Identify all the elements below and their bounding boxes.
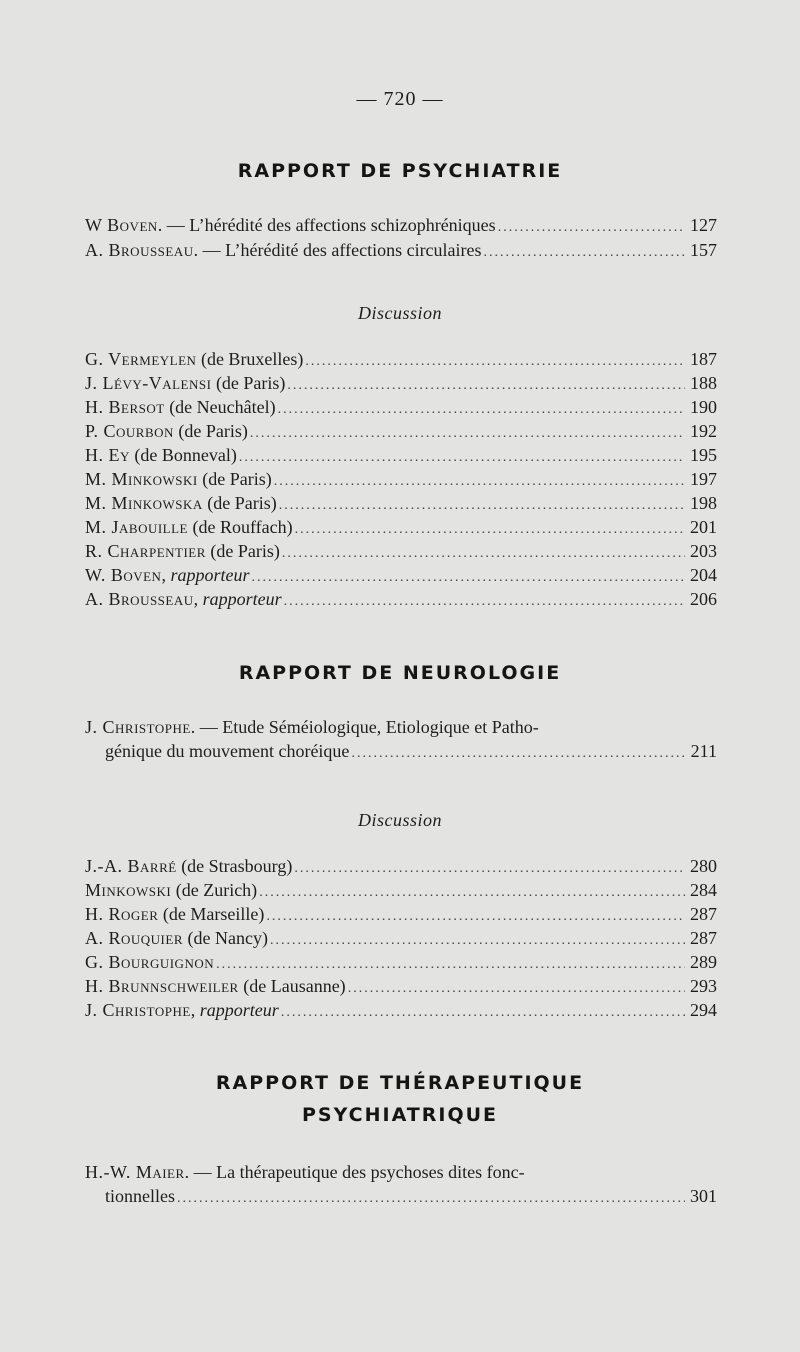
dot-leader	[251, 570, 685, 586]
discussant-name: H. Bersot	[85, 397, 165, 417]
page-reference: 187	[690, 349, 717, 369]
discussant-name: Minkowski	[85, 880, 172, 900]
dot-leader	[348, 981, 685, 997]
discussant-name: R. Charpentier	[85, 541, 206, 561]
dot-leader	[294, 861, 685, 877]
report-entry	[85, 215, 717, 239]
page-reference: 289	[690, 952, 717, 972]
discussant-separator: ,	[161, 565, 171, 585]
dot-leader	[259, 885, 685, 901]
page-reference: 190	[690, 397, 717, 417]
discussant-name: G. Vermeylen	[85, 349, 197, 369]
page-reference: 280	[690, 856, 717, 876]
discussant-city: (de Marseille)	[158, 904, 265, 924]
discussant-name: J.-A. Barré	[85, 856, 177, 876]
discussant-role: rapporteur	[199, 1000, 279, 1020]
discussant-name: J. Christophe	[85, 1000, 191, 1020]
dot-leader	[279, 498, 685, 514]
page-reference: 301	[690, 1186, 717, 1206]
discussant-city: (de Paris)	[197, 469, 272, 489]
discussant-name: H. Brunnschweiler	[85, 976, 239, 996]
discussant-name: W. Boven	[85, 565, 162, 585]
discussant-name: G. Bourguignon	[85, 952, 215, 972]
discussant-city: (de Paris)	[211, 373, 286, 393]
report-entry	[85, 240, 717, 264]
discussant-city: (de Zurich)	[171, 880, 258, 900]
report-entry-line2	[105, 741, 717, 765]
report-title-line1: . — La thérapeutique des psychoses dites fonc-	[184, 1162, 525, 1182]
report-title: . — L’hérédité des affections schizophréniques	[157, 215, 496, 235]
page-reference: 294	[690, 1000, 717, 1020]
page-reference: 293	[690, 976, 717, 996]
report-author: W Boven	[85, 215, 158, 235]
discussant-city: (de Strasbourg)	[176, 856, 293, 876]
page-reference: 197	[690, 469, 717, 489]
discussant-name: P. Courbon	[85, 421, 174, 441]
page-reference: 188	[690, 373, 717, 393]
discussant-name: M. Jabouille	[85, 517, 188, 537]
discussion-entry	[85, 880, 717, 904]
discussant-name: A. Brousseau	[85, 589, 194, 609]
discussion-entry	[85, 517, 717, 541]
discussion-entry	[85, 493, 717, 517]
dot-leader	[282, 546, 685, 562]
dot-leader	[281, 1005, 685, 1021]
discussion-entry	[85, 856, 717, 880]
page-reference: 204	[690, 565, 717, 585]
report-title: . — L’hérédité des affections circulaires	[193, 240, 482, 260]
discussant-city: (de Bonneval)	[129, 445, 237, 465]
page-reference: 287	[690, 928, 717, 948]
dot-leader	[266, 909, 685, 925]
discussant-name: H. Roger	[85, 904, 159, 924]
dot-leader	[484, 245, 685, 261]
discussant-city: (de Paris)	[205, 541, 280, 561]
dot-leader	[295, 522, 685, 538]
discussion-entry	[85, 421, 717, 445]
section-heading-therapeutique-line2: PSYCHIATRIQUE	[301, 1104, 499, 1126]
discussant-role: rapporteur	[170, 565, 250, 585]
report-entry-line1	[85, 717, 717, 738]
dot-leader	[498, 220, 685, 236]
discussant-name: M. Minkowska	[85, 493, 203, 513]
discussant-name: A. Rouquier	[85, 928, 183, 948]
discussant-name: M. Minkowski	[85, 469, 198, 489]
discussant-city: (de Paris)	[173, 421, 248, 441]
discussant-name: J. Lévy-Valensi	[85, 373, 212, 393]
section-heading-neurologie: RAPPORT DE NEUROLOGIE	[238, 662, 562, 684]
report-entry-line2	[105, 1186, 717, 1210]
discussion-entry	[85, 976, 717, 1000]
discussion-entry	[85, 928, 717, 952]
discussion-label: Discussion	[357, 810, 442, 830]
page-reference: 192	[690, 421, 717, 441]
report-entry-line1	[85, 1162, 717, 1183]
discussion-entry	[85, 349, 717, 373]
report-title-line1: . — Etude Séméiologique, Etiologique et Patho-	[190, 717, 539, 737]
discussant-city: (de Rouffach)	[188, 517, 293, 537]
dot-leader	[239, 450, 685, 466]
dot-leader	[278, 402, 685, 418]
discussion-entry	[85, 952, 717, 976]
section-heading-therapeutique: RAPPORT DE THÉRAPEUTIQUE	[215, 1072, 585, 1094]
discussion-entry	[85, 445, 717, 469]
discussant-separator: ,	[190, 1000, 200, 1020]
report-author: A. Brousseau	[85, 240, 194, 260]
dot-leader	[351, 746, 685, 762]
dot-leader	[305, 354, 685, 370]
discussant-city: (de Bruxelles)	[196, 349, 304, 369]
page-reference: 284	[690, 880, 717, 900]
dot-leader	[250, 426, 685, 442]
page-reference: 203	[690, 541, 717, 561]
page-reference: 211	[690, 741, 717, 761]
discussion-entry	[85, 373, 717, 397]
report-title-line2: tionnelles	[105, 1186, 175, 1206]
report-title-line2: génique du mouvement choréique	[105, 741, 350, 761]
discussion-entry	[85, 904, 717, 928]
discussion-entry	[85, 397, 717, 421]
discussant-city: (de Lausanne)	[238, 976, 346, 996]
discussant-separator: ,	[193, 589, 203, 609]
report-author: J. Christophe	[85, 717, 191, 737]
dot-leader	[287, 378, 685, 394]
page-reference: 198	[690, 493, 717, 513]
dot-leader	[216, 957, 685, 973]
dot-leader	[270, 933, 685, 949]
discussant-city: (de Nancy)	[183, 928, 268, 948]
section-heading-psychiatrie: RAPPORT DE PSYCHIATRIE	[237, 160, 563, 182]
discussion-entry	[85, 1000, 717, 1024]
discussion-label: Discussion	[357, 303, 442, 323]
discussant-city: (de Neuchâtel)	[164, 397, 276, 417]
page-reference: 206	[690, 589, 717, 609]
discussant-name: H. Ey	[85, 445, 130, 465]
discussion-entry	[85, 469, 717, 493]
page-reference: 127	[690, 215, 717, 235]
page-reference: 287	[690, 904, 717, 924]
dot-leader	[274, 474, 685, 490]
discussant-city: (de Paris)	[202, 493, 277, 513]
dot-leader	[177, 1191, 685, 1207]
report-author: H.-W. Maier	[85, 1162, 185, 1182]
discussion-entry	[85, 541, 717, 565]
page-reference: 195	[690, 445, 717, 465]
discussion-entry	[85, 565, 717, 589]
dot-leader	[284, 594, 685, 610]
discussion-entry	[85, 589, 717, 613]
page-reference: 201	[690, 517, 717, 537]
page-reference: 157	[690, 240, 717, 260]
discussant-role: rapporteur	[202, 589, 282, 609]
page-number: — 720 —	[356, 88, 444, 110]
